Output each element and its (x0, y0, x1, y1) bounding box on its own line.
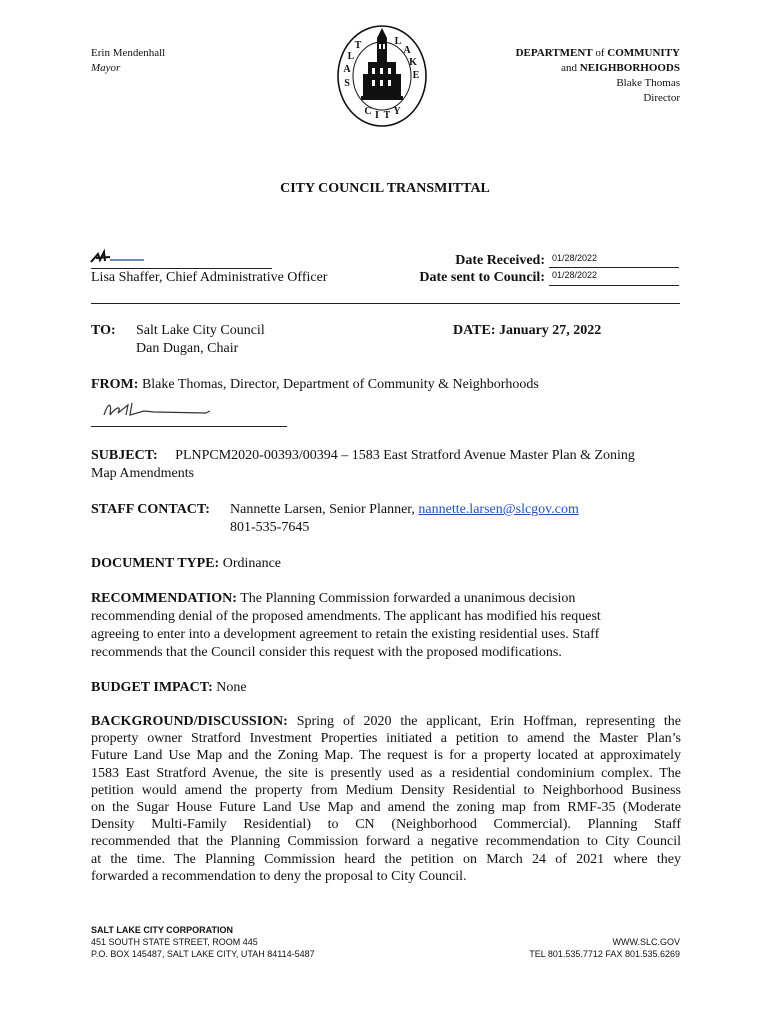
to-line: Salt Lake City Council (136, 323, 265, 338)
dept-name-part: of (592, 47, 608, 59)
footer-contact (529, 936, 680, 960)
seal-letter: L (394, 36, 402, 47)
background-line: recommended that the Planning Commission forward a negative recommendation to City Council (91, 834, 681, 850)
budget-impact-label: BUDGET IMPACT: (91, 680, 213, 695)
subject-text-continued: Map Amendments (91, 466, 195, 481)
footer-address (91, 924, 315, 960)
recommendation-line: recommends that the Council consider this request with the proposed modifications. (91, 645, 562, 660)
staff-contact-email-link[interactable]: nannette.larsen@slcgov.com (418, 502, 579, 517)
mayor-title: Mayor (91, 62, 121, 74)
to-line: Dan Dugan, Chair (136, 341, 239, 356)
footer-address-line: 451 SOUTH STATE STREET, ROOM 445 (91, 937, 258, 947)
staff-contact-name: Nannette Larsen, Senior Planner, (230, 502, 419, 517)
seal-letter: E (412, 70, 420, 81)
background-label: BACKGROUND/DISCUSSION: (91, 714, 288, 729)
to-recipient (136, 322, 265, 358)
recommendation-line: The Planning Commission forwarded a unanimous decision (236, 591, 576, 606)
director-title: Director (643, 92, 680, 104)
seal-letter: S (344, 78, 350, 89)
budget-impact-value: None (216, 680, 247, 695)
to-label: TO: (91, 323, 116, 338)
page-title: CITY COUNCIL TRANSMITTAL (280, 181, 490, 196)
footer-website: WWW.SLC.GOV (612, 937, 680, 947)
background-section (91, 713, 681, 885)
background-line: 1583 East Stratford Avenue, the site is presently used as a residential condominium complex. The (91, 765, 681, 781)
document-type (91, 555, 281, 573)
dept-name-part: DEPARTMENT (515, 47, 593, 59)
section-divider (91, 303, 680, 304)
date-sent-label: Date sent to Council: (419, 270, 545, 285)
seal-letter: Y (393, 106, 401, 117)
cao-signature-image (88, 248, 148, 268)
seal-letter: L (347, 51, 355, 62)
seal-letter: I (375, 110, 379, 121)
seal-letter: A (403, 45, 411, 56)
date-received-label: Date Received: (455, 253, 545, 268)
seal-letter: A (343, 64, 351, 75)
background-line: Spring of 2020 the applicant, Erin Hoffman, representing the (287, 714, 681, 729)
seal-letter: K (409, 57, 417, 68)
background-line: forwarded a recommendation to deny the proposal to City Council. (91, 868, 467, 884)
background-line: Density Multi-Family Residential) to CN (Neighborhood Commercial). Planning Staff (91, 817, 681, 833)
subject-block (91, 447, 681, 483)
subject-label: SUBJECT: (91, 448, 158, 463)
date-received-value: 01/28/2022 (552, 253, 598, 263)
date-sent-line (549, 285, 679, 286)
background-line: on the Sugar House Future Land Use Map and amend the zoning map from RMF-35 (Moderate (91, 800, 681, 816)
seal-letter: C (364, 106, 372, 117)
subject-text: PLNPCM2020-00393/00394 – 1583 East Stratford Avenue Master Plan & Zoning (175, 448, 635, 463)
background-line: property owner Stratford Investment Properties initiated a petition to amend the Master Plan’s (91, 731, 681, 747)
director-name: Blake Thomas (616, 77, 680, 89)
date-received-line (549, 267, 679, 268)
from-text: Blake Thomas, Director, Department of Community & Neighborhoods (141, 377, 539, 392)
dept-name-part: and (561, 62, 580, 74)
from-label: FROM: (91, 377, 139, 392)
mayor-name: Erin Mendenhall (91, 47, 166, 59)
seal-letter: T (354, 40, 362, 51)
staff-contact-details (230, 501, 579, 537)
document-type-label: DOCUMENT TYPE: (91, 556, 220, 571)
date-sent-value: 01/28/2022 (552, 270, 598, 280)
mayor-block (91, 46, 165, 76)
staff-contact-phone: 801-535-7645 (230, 520, 310, 535)
footer-org: SALT LAKE CITY CORPORATION (91, 925, 234, 935)
recommendation-line: agreeing to enter into a development agreement to retain the existing residential uses. Staff (91, 627, 600, 642)
background-line: at the time. The Planning Commission heard the petition on March 24 of 2021 where they (91, 851, 681, 867)
footer-phones: TEL 801.535.7712 FAX 801.535.6269 (529, 949, 680, 959)
document-type-value: Ordinance (222, 556, 282, 571)
background-line: Future Land Use Map and the Zoning Map. The request is for a property located at approximately (91, 748, 681, 764)
recommendation-section (91, 590, 681, 662)
document-date: DATE: January 27, 2022 (453, 323, 602, 338)
background-line: petition would amend the property from Medium Density Residential to Neighborhood Business (91, 782, 681, 798)
director-signature-line (91, 426, 287, 427)
dept-name-part: NEIGHBORHOODS (579, 62, 680, 74)
seal-letter: T (383, 110, 391, 121)
cao-name: Lisa Shaffer, Chief Administrative Officer (91, 270, 328, 285)
recommendation-label: RECOMMENDATION: (91, 591, 237, 606)
department-block (516, 46, 680, 106)
budget-impact (91, 679, 247, 697)
dept-name-part: COMMUNITY (607, 47, 680, 59)
staff-contact-label (91, 501, 210, 519)
recommendation-line: recommending denial of the proposed amendments. The applicant has modified his request (91, 609, 601, 624)
footer-address-line: P.O. BOX 145487, SALT LAKE CITY, UTAH 84114-5487 (91, 949, 315, 959)
from-line (91, 376, 539, 394)
staff-contact-label-text: STAFF CONTACT: (91, 502, 210, 517)
director-signature-image (98, 397, 218, 421)
city-seal-logo (335, 22, 429, 128)
